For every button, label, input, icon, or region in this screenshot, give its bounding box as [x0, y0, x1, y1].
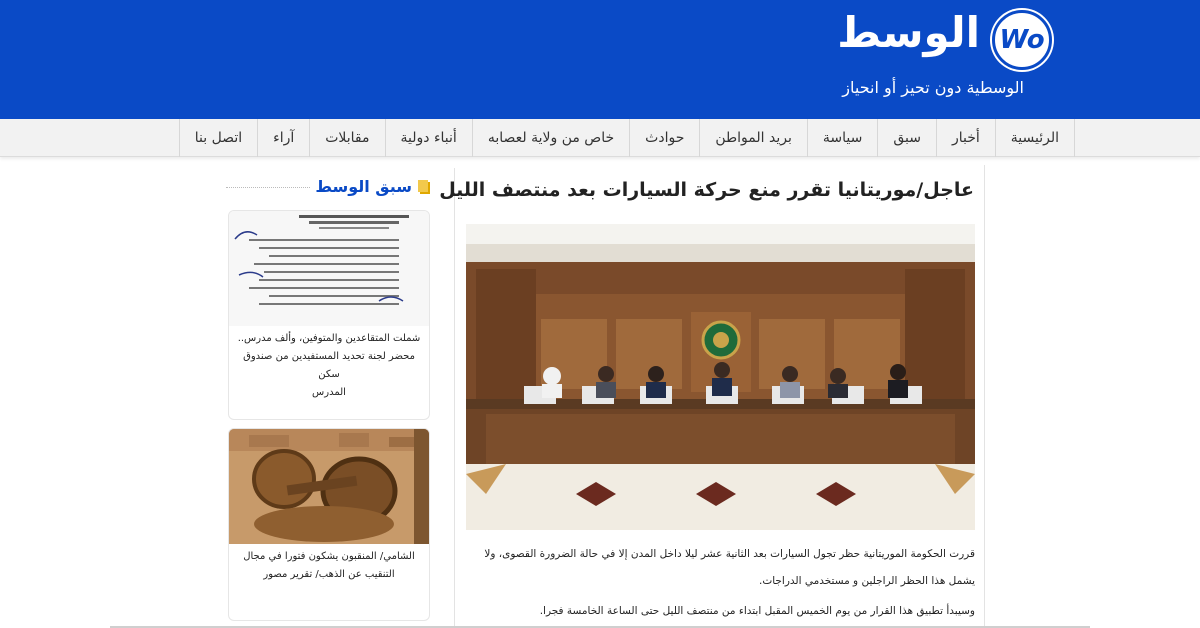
article-paragraph-1a: قررت الحكومة الموريتانية حظر تجول السيارات بعد الثانية عشر ليلا داخل المدن إلا في حالة الضرورة القصوى، ولا — [484, 548, 975, 560]
nav-item-citizen-mail[interactable]: بريد المواطن — [699, 119, 807, 157]
council-photo-icon — [466, 224, 975, 530]
card-caption-line-1: الشامي/ المنقبون يشكون فتورا في مجال — [243, 551, 415, 562]
nav-item-assaba[interactable]: خاص من ولاية لعصابه — [472, 119, 629, 157]
document-photo-icon — [229, 211, 429, 326]
sidebar-divider — [226, 187, 310, 188]
card-caption[interactable] — [229, 544, 429, 588]
logo-badge-text: Wo — [999, 25, 1045, 55]
nav-item-contact[interactable]: اتصل بنا — [179, 119, 257, 157]
nav-item-news[interactable]: أخبار — [936, 119, 995, 157]
nav-item-interviews[interactable]: مقابلات — [309, 119, 384, 157]
sidebar-card[interactable] — [228, 428, 430, 621]
site-header — [0, 0, 1200, 119]
site-logo[interactable] — [812, 6, 1052, 106]
nav-item-scoop[interactable]: سبق — [877, 119, 936, 157]
nav-item-politics[interactable]: سياسة — [807, 119, 877, 157]
article-title[interactable]: عاجل/موريتانيا تقرر منع حركة السيارات بعد منتصف الليل — [439, 179, 974, 201]
logo-badge — [992, 10, 1052, 70]
nav-item-international[interactable]: أنباء دولية — [385, 119, 472, 157]
mining-photo-icon — [229, 429, 429, 544]
article-paragraph-2: وسيبدأ تطبيق هذا القرار من يوم الخميس المقبل ابتداء من منتصف الليل حتى الساعة الخامسة فجرا. — [539, 605, 975, 617]
article-hero-image — [466, 224, 975, 530]
nav-item-incidents[interactable]: حوادث — [629, 119, 699, 157]
sidebar-title[interactable]: سبق الوسط — [315, 176, 412, 196]
card-caption-line-3: المدرس — [312, 387, 346, 398]
card-caption[interactable] — [229, 326, 429, 406]
article-paragraph-1b: يشمل هذا الحظر الراجلين و مستخدمي الدراجات. — [759, 575, 975, 587]
sidebar-header — [315, 172, 428, 200]
nav-item-opinions[interactable]: آراء — [257, 119, 309, 157]
card-image[interactable] — [229, 429, 429, 544]
main-nav — [179, 119, 1075, 157]
card-caption-line-1: شملت المتقاعدين والمتوفين، وألف مدرس.. — [237, 333, 421, 344]
nav-item-home[interactable]: الرئيسية — [995, 119, 1074, 157]
card-caption-line-2: التنقيب عن الذهب/ تقرير مصور — [263, 569, 395, 580]
logo-tagline: الوسطية دون تحيز أو انحياز — [842, 78, 1024, 97]
main-navbar — [0, 119, 1200, 157]
card-image[interactable] — [229, 211, 429, 326]
folder-icon — [418, 180, 428, 192]
card-caption-line-2: محضر لجنة تحديد المستفيدين من صندوق سكن — [243, 351, 415, 380]
logo-name: الوسط — [837, 8, 980, 57]
sidebar-card[interactable] — [228, 210, 430, 420]
